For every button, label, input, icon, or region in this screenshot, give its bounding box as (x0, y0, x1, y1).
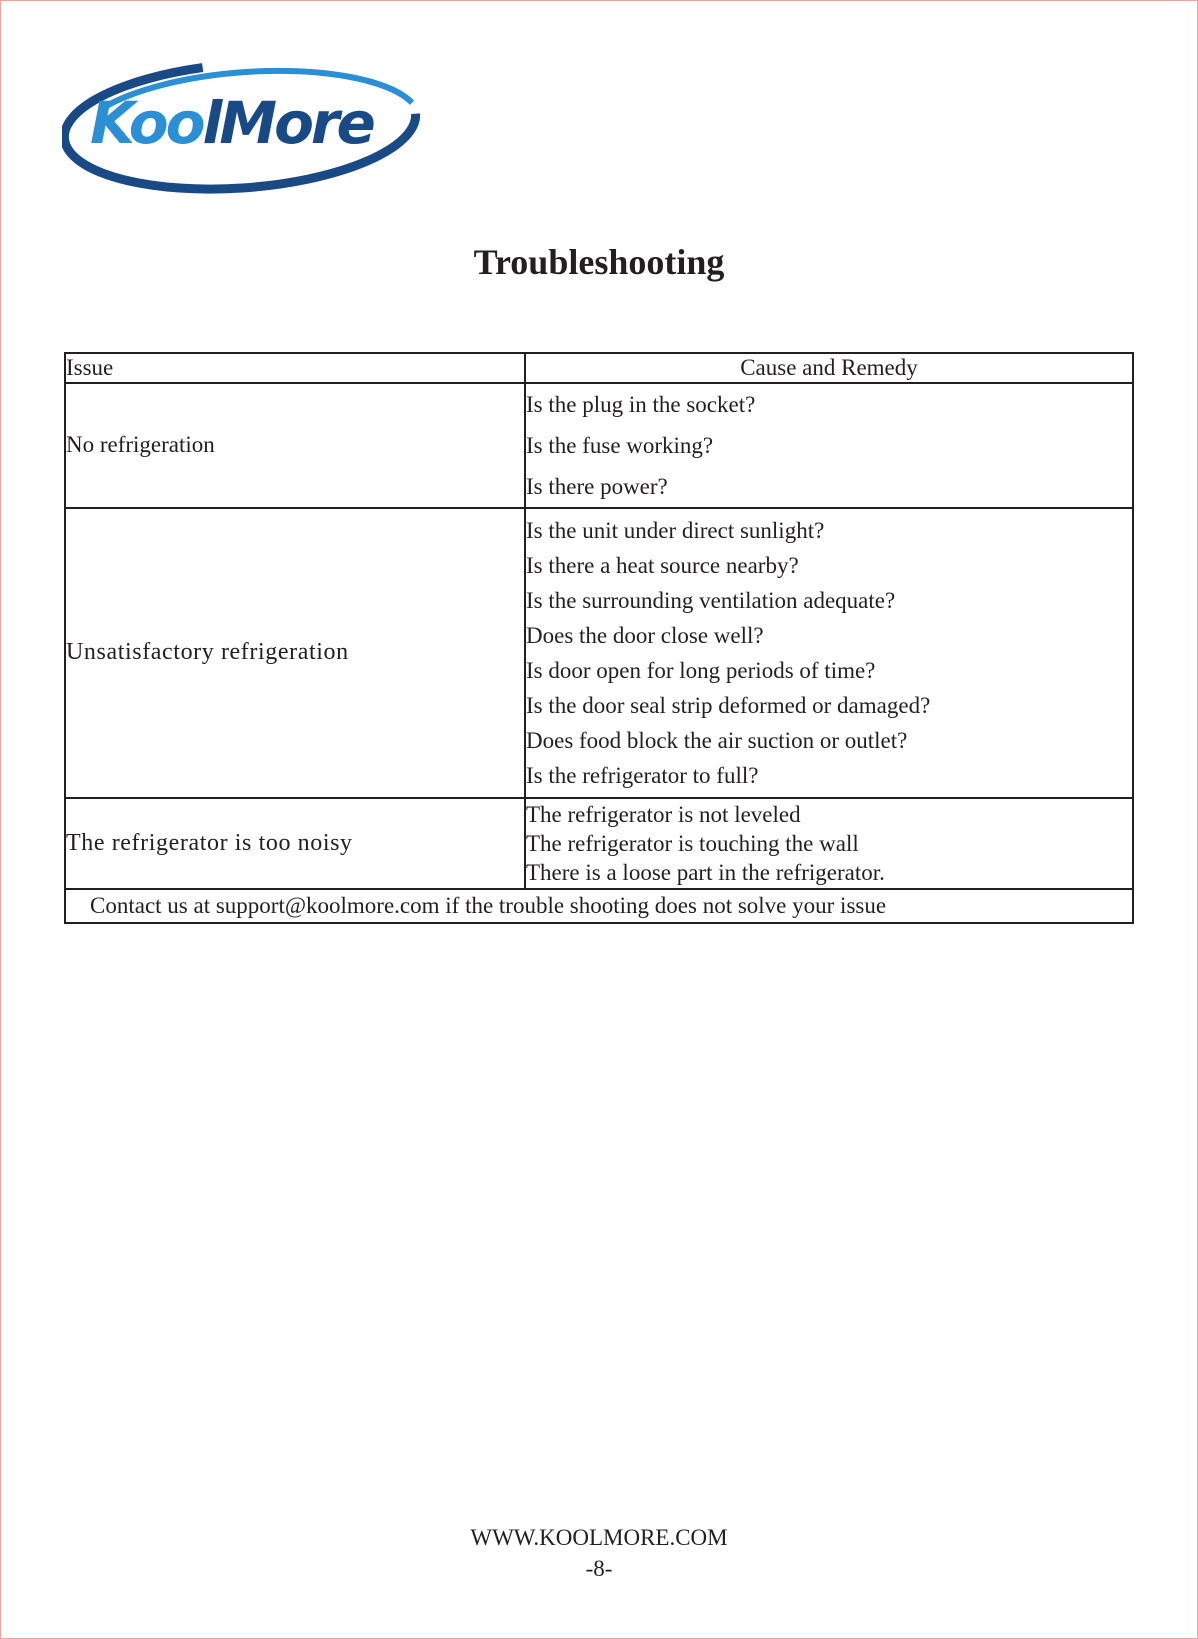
remedy-item: Does food block the air suction or outlet? (526, 727, 908, 753)
remedy-item: Is the door seal strip deformed or damaged? (526, 692, 931, 718)
remedy-item: Does the door close well? (526, 622, 764, 648)
remedy-cell (525, 508, 1133, 798)
table-footer-row (65, 889, 1133, 923)
remedy-item: Is door open for long periods of time? (526, 657, 876, 683)
remedy-item: Is the plug in the socket? (526, 391, 756, 417)
table-row (65, 383, 1133, 508)
remedy-item: Is there power? (526, 473, 668, 499)
header-issue: Issue (65, 353, 525, 383)
header-cause-remedy: Cause and Remedy (525, 353, 1133, 383)
remedy-item: Is the fuse working? (526, 432, 714, 458)
issue-cell: No refrigeration (65, 383, 525, 508)
troubleshooting-table (64, 352, 1134, 924)
page-number: -8- (585, 1556, 613, 1581)
remedy-cell (525, 798, 1133, 889)
remedy-item: Is the surrounding ventilation adequate? (526, 587, 896, 613)
issue-cell: Unsatisfactory refrigeration (65, 508, 525, 798)
logo-text-koo: Koo (90, 89, 203, 157)
remedy-item: Is there a heat source nearby? (526, 552, 799, 578)
remedy-item: The refrigerator is touching the wall (526, 830, 859, 856)
footer-website: WWW.KOOLMORE.COM (470, 1525, 728, 1550)
logo-text-more: lMore (202, 89, 373, 157)
table-row (65, 508, 1133, 798)
logo-wordmark (90, 89, 373, 157)
table-header-row (65, 353, 1133, 383)
remedy-cell (525, 383, 1133, 508)
koolmore-logo (62, 60, 442, 200)
table-row (65, 798, 1133, 889)
contact-note: Contact us at support@koolmore.com if the trouble shooting does not solve your issue (65, 889, 1133, 923)
remedy-item: The refrigerator is not leveled (526, 801, 801, 827)
issue-cell: The refrigerator is too noisy (65, 798, 525, 889)
remedy-item: There is a loose part in the refrigerator. (526, 859, 885, 885)
remedy-item: Is the unit under direct sunlight? (526, 517, 825, 543)
page-title: Troubleshooting (473, 242, 725, 282)
remedy-item: Is the refrigerator to full? (526, 762, 759, 788)
